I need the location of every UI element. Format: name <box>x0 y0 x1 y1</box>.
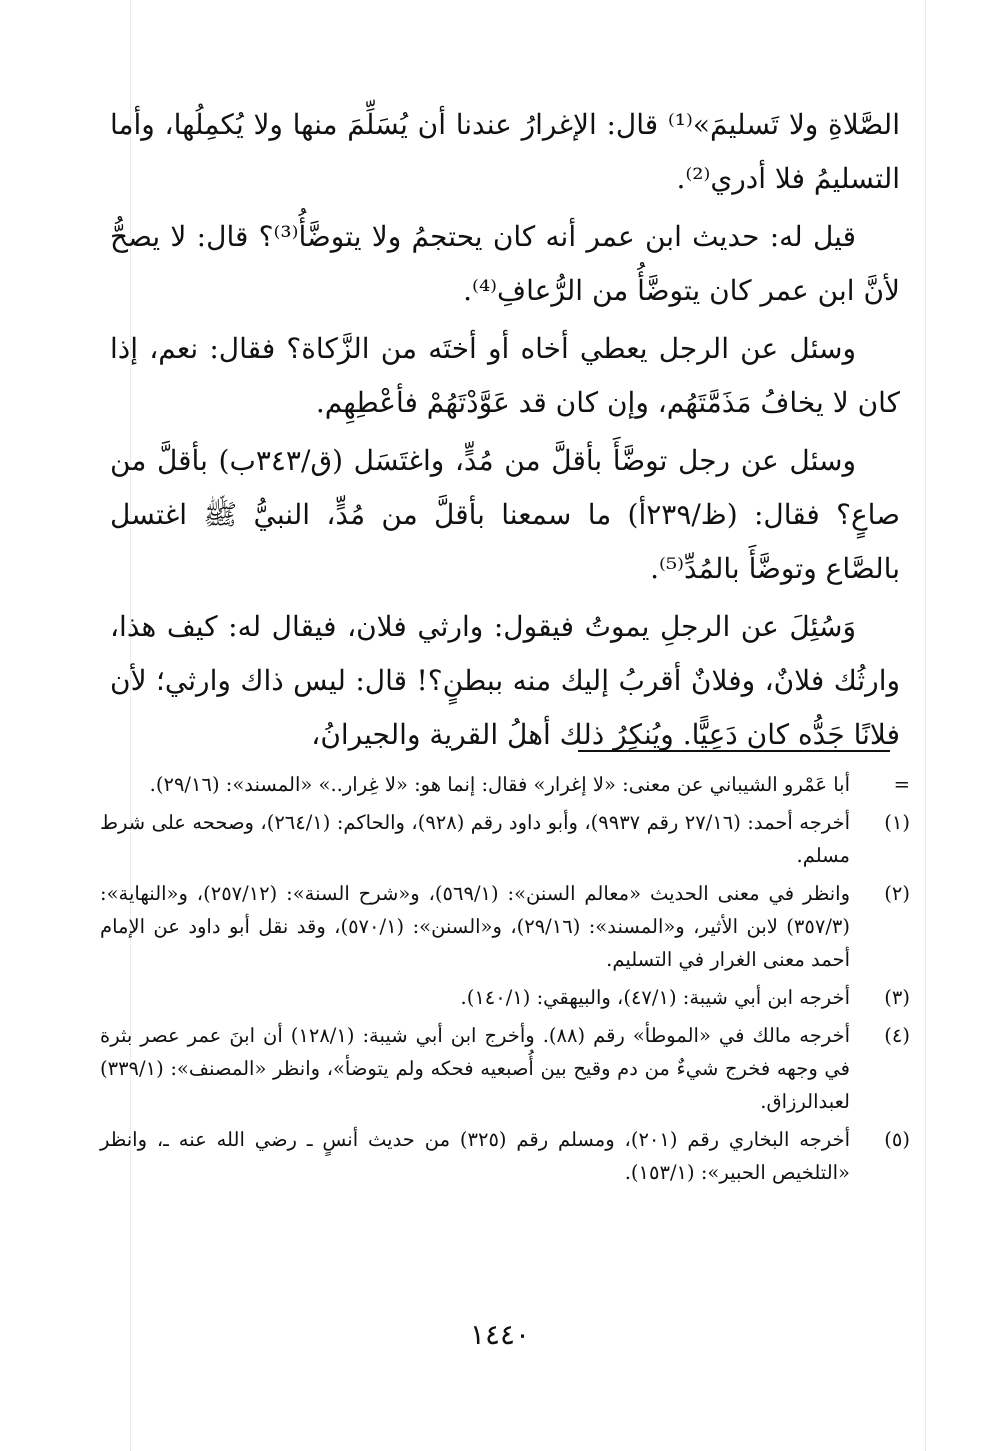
footnote-number: (٢) <box>884 882 910 905</box>
footnote <box>100 806 910 872</box>
footnote <box>100 768 910 801</box>
footnote-text: أخرجه مالك في «الموطأ» رقم (٨٨). وأخرج ابن أبي شيبة: (١٢٨/١) أن ابنَ عمر عصر بثرة في وجهه فخرج شيءٌ من دم وقيح بين أُصبعيه فحكه ولم يتوضأ»، وانظر «المصنف»: (٣٣٩/١) لعبدالرزاق. <box>100 1024 851 1113</box>
footnote-number: (٣) <box>884 986 910 1009</box>
footnote-text: أخرجه البخاري رقم (٢٠١)، ومسلم رقم (٣٢٥) من حديث أنسٍ ـ رضي الله عنه ـ، وانظر «التلخيص الحبير»: (١٥٣/١). <box>100 1128 850 1184</box>
footnote-separator <box>578 750 890 752</box>
footnote-number: (٥) <box>884 1128 910 1151</box>
paragraph: وسئل عن رجل توضَّأَ بأقلَّ من مُدٍّ، واغتَسَل (ق/٣٤٣ب) بأقلَّ من صاعٍ؟ فقال: (ظ/٢٣٩أ) ما سمعنا بأقلَّ من مُدٍّ، النبيُّ ﷺ اغتسل بالصَّاع وتوضَّأَ بالمُدِّ⁽⁵⁾. <box>110 444 900 585</box>
paragraph: قيل له: حديث ابن عمر أنه كان يحتجمُ ولا يتوضَّأُ⁽³⁾؟ قال: لا يصحُّ لأنَّ ابن عمر كان يتوضَّأُ من الرُّعافِ⁽⁴⁾. <box>110 220 900 307</box>
footnote-text: أبا عَمْرو الشيباني عن معنى: «لا إغرار» فقال: إنما هو: «لا غِرار..» «المسند»: (٢٩/١٦). <box>149 773 850 796</box>
footnote <box>100 877 910 976</box>
paragraph: وسئل عن الرجل يعطي أخاه أو أختَه من الزَّكاة؟ فقال: نعم، إذا كان لا يخافُ مَذَمَّتَهُم، وإن كان قد عَوَّدْتَهُمْ فأعْطِهِم. <box>110 332 900 419</box>
paragraph: الصَّلاةِ ولا تَسليمَ»⁽¹⁾ قال: الإغرارُ عندنا أن يُسَلِّمَ منها ولا يُكمِلُها، وأما التسليمُ فلا أدري⁽²⁾. <box>110 108 900 195</box>
page-number: ١٤٤٠ <box>469 1318 531 1351</box>
footnote-number: = <box>893 773 910 796</box>
main-text <box>110 98 900 766</box>
footnote-text: أخرجه ابن أبي شيبة: (٤٧/١)، والبيهقي: (١٤٠/١). <box>460 986 850 1009</box>
paragraph: وَسُئِلَ عن الرجلِ يموتُ فيقول: وارثي فلان، فيقال له: كيف هذا، وارثُك فلانٌ، وفلانٌ أقربُ إليك منه ببطنٍ؟! قال: ليس ذاك وارثي؛ لأن فلانًا جَدُّه كان دَعِيًّا. ويُنكِرُ ذلك أهلُ القرية والجيرانُ، <box>110 610 900 751</box>
footnote-text: وانظر في معنى الحديث «معالم السنن»: (٥٦٩/١)، و«شرح السنة»: (٢٥٧/١٢)، و«النهاية»: (٣٥٧/٣) لابن الأثير، و«المسند»: (٢٩/١٦)، و«السنن»: (٥٧٠/١)، وقد نقل أبو داود عن الإمام أحمد معنى الغرار في التسليم. <box>100 882 851 971</box>
scan-margin-line <box>925 0 926 1451</box>
footnote <box>100 1019 910 1118</box>
footnote <box>100 981 910 1014</box>
footnote-number: (٤) <box>884 1024 910 1047</box>
footnote <box>100 1123 910 1189</box>
footnote-number: (١) <box>884 811 910 834</box>
footnote-text: أخرجه أحمد: (٢٧/١٦ رقم ٩٩٣٧)، وأبو داود رقم (٩٢٨)، والحاكم: (٢٦٤/١)، وصححه على شرط مسلم. <box>100 811 851 867</box>
footnotes <box>100 768 910 1194</box>
